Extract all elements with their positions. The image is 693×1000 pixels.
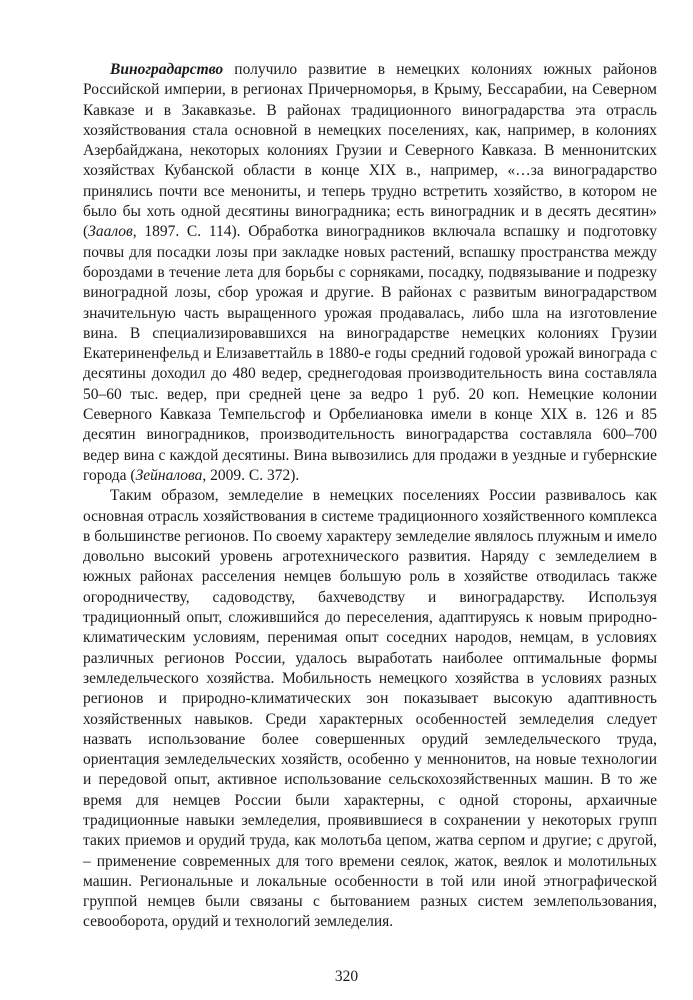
paragraph-text-c: , 2009. С. 372). <box>202 466 300 484</box>
paragraph-viticulture <box>83 60 657 486</box>
paragraph-conclusion: Таким образом, земледелие в немецких поселениях России развивалось как основная отрасль хозяйствования в системе традиционного хозяйственного комплекса в большинстве регионов. По своему характеру земледелие являлось плужным и имело довольно высокий уровень агротехнического развития. Наряду с земледелием в южных районах расселения немцев большую роль в хозяйстве отводилась также огородничеству, садоводству, бахчеводству и виноградарству. Используя традиционный опыт, сложившийся до переселения, адаптируясь к новым природно-климатическим условиям, перенимая опыт соседних народов, немцам, в условиях различных регионов России, удалось выработать наиболее оптимальные формы земледельческого хозяйства. Мобильность немецкого хозяйства в условиях разных регионов и природно-климатических зон показывает высокую адаптивность хозяйственных навыков. Среди характерных особенностей земледелия следует назвать использование более совершенных орудий земледельческого труда, ориентация земледельческих хозяйств, особенно у меннонитов, на новые технологии и передовой опыт, активное использование сельскохозяйственных машин. В то же время для немцев России были характерны, с одной стороны, архаичные традиционные навыки земледелия, проявившиеся в сохранении у некоторых групп таких приемов и орудий труда, как молотьба цепом, жатва серпом и другие; с другой, – применение современных для того времени сеялок, жаток, веялок и молотильных машин. Региональные и локальные особенности в той или иной этнографической группой немцев были связаны с бытованием разных систем землепользования, севооборота, орудий и технологий земледелия. <box>83 487 657 931</box>
page-number: 320 <box>334 968 359 985</box>
paragraph-text-a: получило развитие в немецких колониях южных районов Российской империи, в регионах Причерноморья, в Крыму, Бессарабии, на Северном Кавказе и в Закавказье. В районах традиционного виноградарства эта отрасль хозяйствования стала основной в немецких поселениях, как, например, в колониях Азербайджана, некоторых колониях Грузии и Северного Кавказа. В меннонитских хозяйствах Кубанской области в конце XIX в., например, «…за виноградарство принялись почти все менониты, и теперь трудно встретить хозяйство, в котором не было бы хоть одной десятины виноградника; есть виноградник и в десять десятин» ( <box>83 61 657 241</box>
citation-author-2: Зейналова <box>135 466 203 484</box>
page-body <box>83 60 657 933</box>
term-viticulture: Виноградарство <box>110 61 224 78</box>
citation-author-1: Заалов <box>88 223 133 241</box>
paragraph-text-b: , 1897. С. 114). Обработка виноградников включала вспашку и подготовку почвы для посадки лозы при закладке новых растений, вспашку пространства между бороздами в течение лета для борьбы с сорняками, посадку, подвязывание и подрезку виноградной лозы, сбор урожая и другие. В районах с развитым виноградарством значительную часть выращенного урожая продавалась, либо шла на изготовление вина. В специализировавшихся на виноградарстве немецких колониях Грузии Екатериненфельд и Елизаветтайль в 1880-е годы средний годовой урожай винограда с десятины доходил до 480 ведер, среднегодовая производительность вина составляла 50–60 тыс. ведер, при средней цене за ведро 1 руб. 20 коп. Немецкие колонии Северного Кавказа Темпельсгоф и Орбелиановка имели в конце XIX в. 126 и 85 десятин виноградников, производительность виноградарства составляла 600–700 ведер вина с каждой десятины. Вина вывозились для продажи в уездные и губернские города ( <box>83 223 657 484</box>
